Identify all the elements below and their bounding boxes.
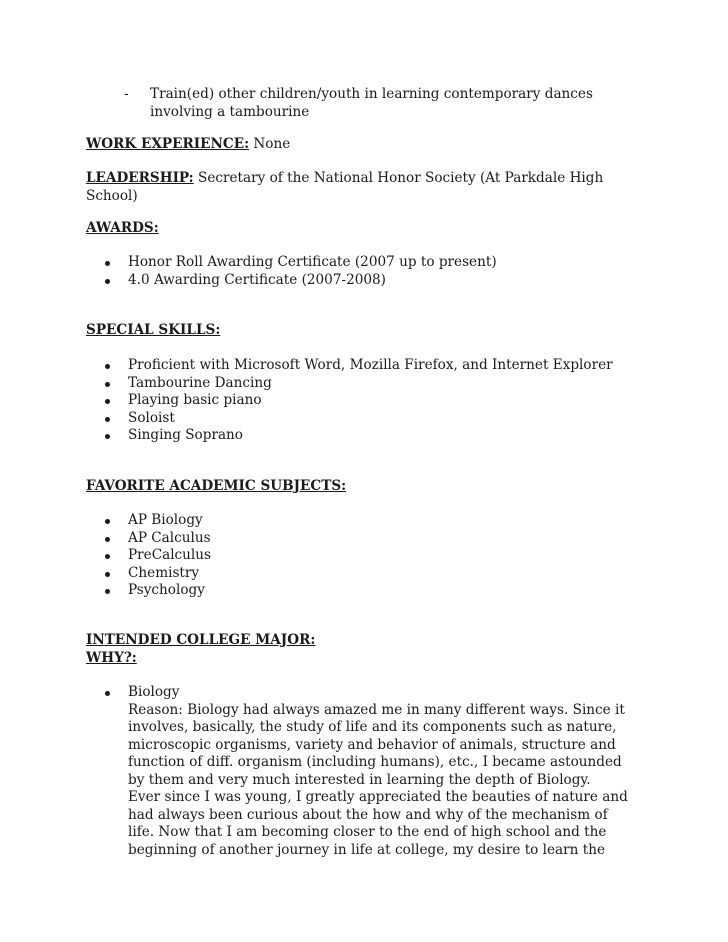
list-item: Honor Roll Awarding Certificate (2007 up to present) (86, 254, 646, 272)
list-item: Soloist (86, 410, 646, 428)
reason-line: Ever since I was young, I greatly appreciated the beauties of nature and (128, 789, 628, 805)
work-experience-section (86, 136, 646, 154)
major-content (128, 684, 638, 859)
list-item: AP Biology (86, 512, 646, 530)
awards-heading: AWARDS: (86, 220, 159, 236)
list-item: PreCalculus (86, 547, 646, 565)
bullet-icon (105, 399, 110, 404)
bullet-icon (105, 279, 110, 284)
bullet-icon (105, 382, 110, 387)
list-item: Tambourine Dancing (86, 375, 646, 393)
intended-major-heading: INTENDED COLLEGE MAJOR: (86, 632, 316, 648)
dash-marker: - (124, 86, 129, 102)
bullet-icon (105, 519, 110, 524)
list-item: 4.0 Awarding Certificate (2007-2008) (86, 272, 646, 290)
awards-list (86, 254, 646, 289)
special-skills-list (86, 357, 646, 445)
training-text (150, 86, 620, 121)
leadership-heading: LEADERSHIP: (86, 170, 194, 186)
list-item: AP Calculus (86, 530, 646, 548)
reason-line: Reason: Biology had always amazed me in many different ways. Since it (128, 701, 625, 718)
list-item: Chemistry (86, 565, 646, 583)
leadership-section (86, 170, 606, 205)
favorite-subjects-list (86, 512, 646, 600)
list-item: Psychology (86, 582, 646, 600)
bullet-icon (105, 261, 110, 266)
intended-major-section (86, 632, 646, 667)
major-name: Biology (128, 684, 180, 700)
list-item: Playing basic piano (86, 392, 646, 410)
training-line-2: involving a tambourine (150, 103, 310, 120)
list-item: Singing Soprano (86, 427, 646, 445)
leadership-value: Secretary of the National Honor Society (At Parkdale High School) (86, 170, 604, 204)
work-experience-value: None (249, 136, 291, 152)
bullet-icon (105, 434, 110, 439)
list-item: Proficient with Microsoft Word, Mozilla Firefox, and Internet Explorer (86, 357, 646, 375)
reason-line: beginning of another journey in life at college, my desire to learn the (128, 841, 606, 858)
bullet-icon (105, 554, 110, 559)
special-skills-heading: SPECIAL SKILLS: (86, 322, 221, 338)
favorite-subjects-heading: FAVORITE ACADEMIC SUBJECTS: (86, 478, 347, 494)
favorite-subjects-section (86, 478, 646, 496)
awards-section (86, 220, 646, 238)
bullet-icon (105, 691, 110, 696)
bullet-icon (105, 417, 110, 422)
work-experience-heading: WORK EXPERIENCE: (86, 136, 250, 152)
bullet-icon (105, 537, 110, 542)
reason-line: function of diff. organism (including humans), etc., I became astounded (128, 754, 622, 770)
bullet-icon (105, 364, 110, 369)
reason-line: by them and very much interested in learning the depth of Biology. (128, 771, 591, 788)
reason-line: life. Now that I am becoming closer to the end of high school and the (128, 824, 607, 840)
bullet-icon (105, 589, 110, 594)
reason-line: involves, basically, the study of life and its components such as nature, (128, 719, 617, 735)
bullet-icon (105, 572, 110, 577)
training-line-1: Train(ed) other children/youth in learning contemporary dances (150, 86, 593, 102)
reason-line: microscopic organisms, variety and behavior of animals, structure and (128, 736, 616, 753)
special-skills-section (86, 322, 646, 340)
why-heading: WHY?: (86, 649, 137, 666)
reason-line: had always been curious about the how and why of the mechanism of (128, 806, 608, 823)
